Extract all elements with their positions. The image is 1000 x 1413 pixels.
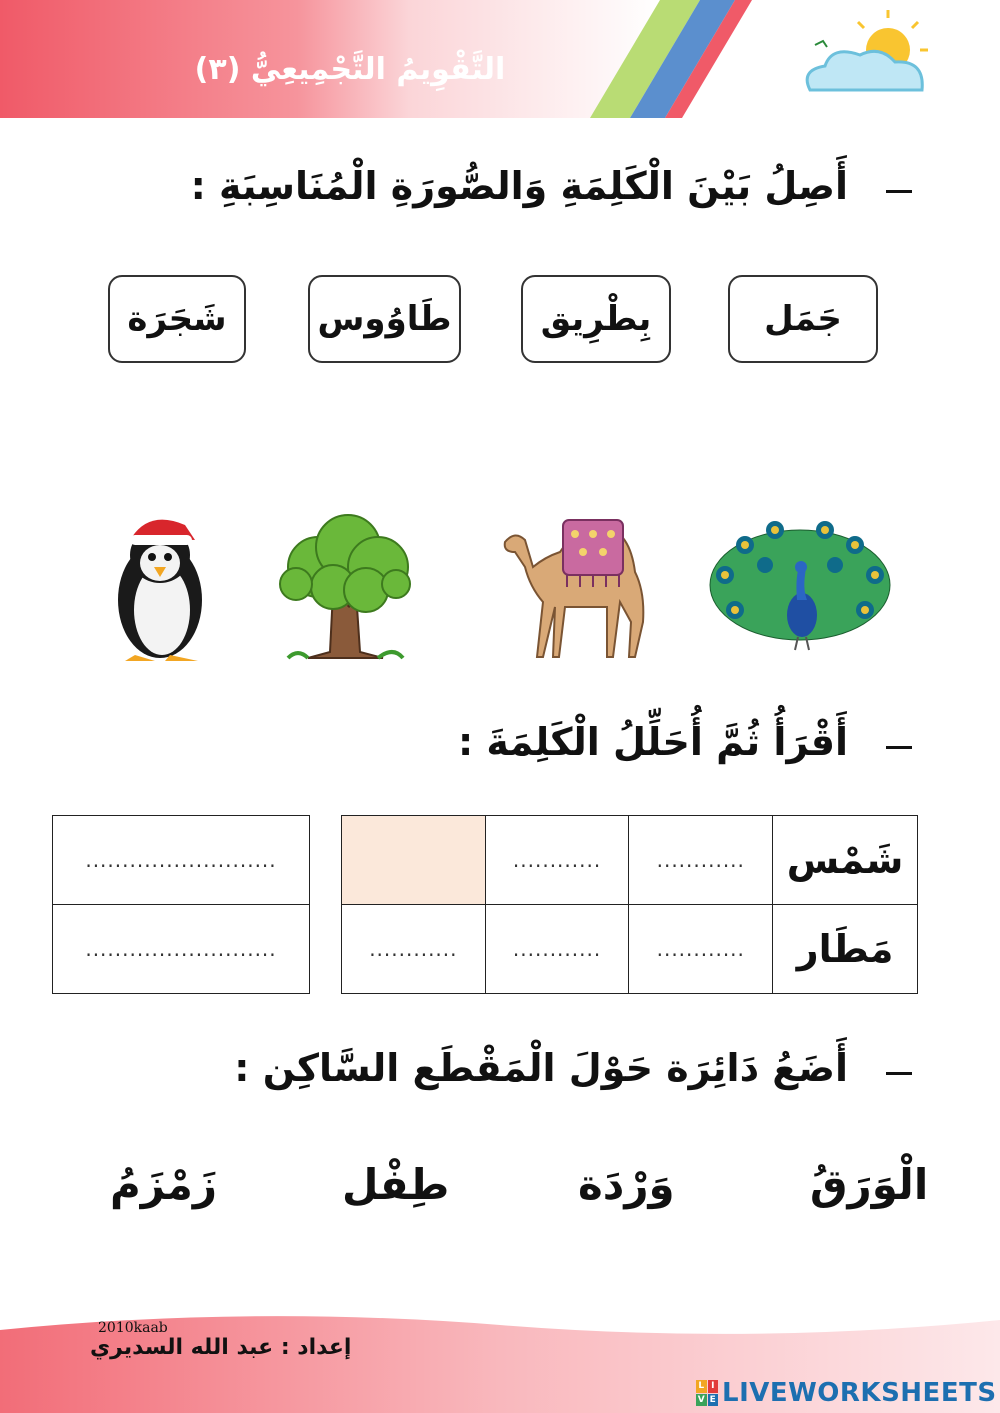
brand-name: LIVEWORKSHEETS [722,1378,997,1408]
page-header [0,0,1000,118]
heading-dash [886,190,912,193]
camel-image[interactable] [485,512,660,662]
penguin-image[interactable] [110,505,215,663]
word-cell: شَمْس [773,816,918,905]
heading-dash [886,1072,912,1075]
syllable-cell[interactable]: ............ [342,905,486,994]
tree-image[interactable] [278,512,413,662]
answer-cell[interactable]: .......................... [53,816,310,905]
section2-heading: أَقْرَأُ ثُمَّ أُحَلِّلُ الْكَلِمَةَ : [457,720,848,764]
word-box-camel[interactable]: جَمَل [728,275,878,363]
syllable-cell[interactable]: ............ [485,905,629,994]
table-row [342,905,918,994]
author-credit: إعداد : عبد الله السديري [90,1335,352,1360]
table-row [342,816,918,905]
page-title: التَّقْوِيمُ التَّجْمِيعِيُّ (٣) [194,52,506,87]
word-box-peacock[interactable]: طَاوُوس [308,275,461,363]
author-code: 2010kaab [98,1320,168,1336]
circle-word-2[interactable]: وَرْدَة [578,1160,675,1209]
liveworksheets-brand[interactable] [696,1378,997,1408]
peacock-image[interactable] [705,505,895,655]
word-cell: مَطَار [773,905,918,994]
table-row [53,905,310,994]
syllable-cell[interactable]: ............ [629,816,773,905]
liveworksheets-logo-icon: L I V E [696,1380,718,1406]
circle-word-4[interactable]: زَمْزَمُ [110,1160,218,1209]
answer-cell[interactable]: .......................... [53,905,310,994]
syllable-cell[interactable]: ............ [629,905,773,994]
section1-heading: أَصِلُ بَيْنَ الْكَلِمَةِ وَالصُّورَةِ الْمُنَاسِبَةِ : [190,164,848,208]
circle-word-1[interactable]: الْوَرَقُ [810,1160,929,1209]
circle-word-3[interactable]: طِفْل [342,1160,450,1209]
sun-cloud-icon [807,10,928,90]
page-footer [0,1300,1000,1413]
word-box-penguin[interactable]: بِطْرِيق [521,275,671,363]
syllable-cell[interactable]: ............ [485,816,629,905]
syllable-cell[interactable] [342,816,486,905]
syllable-table [341,815,918,994]
section3-heading: أَضَعُ دَائِرَة حَوْلَ الْمَقْطَع السَّاكِن : [234,1046,848,1090]
heading-dash [886,746,912,749]
answer-table [52,815,310,994]
table-row [53,816,310,905]
word-box-tree[interactable]: شَجَرَة [108,275,246,363]
